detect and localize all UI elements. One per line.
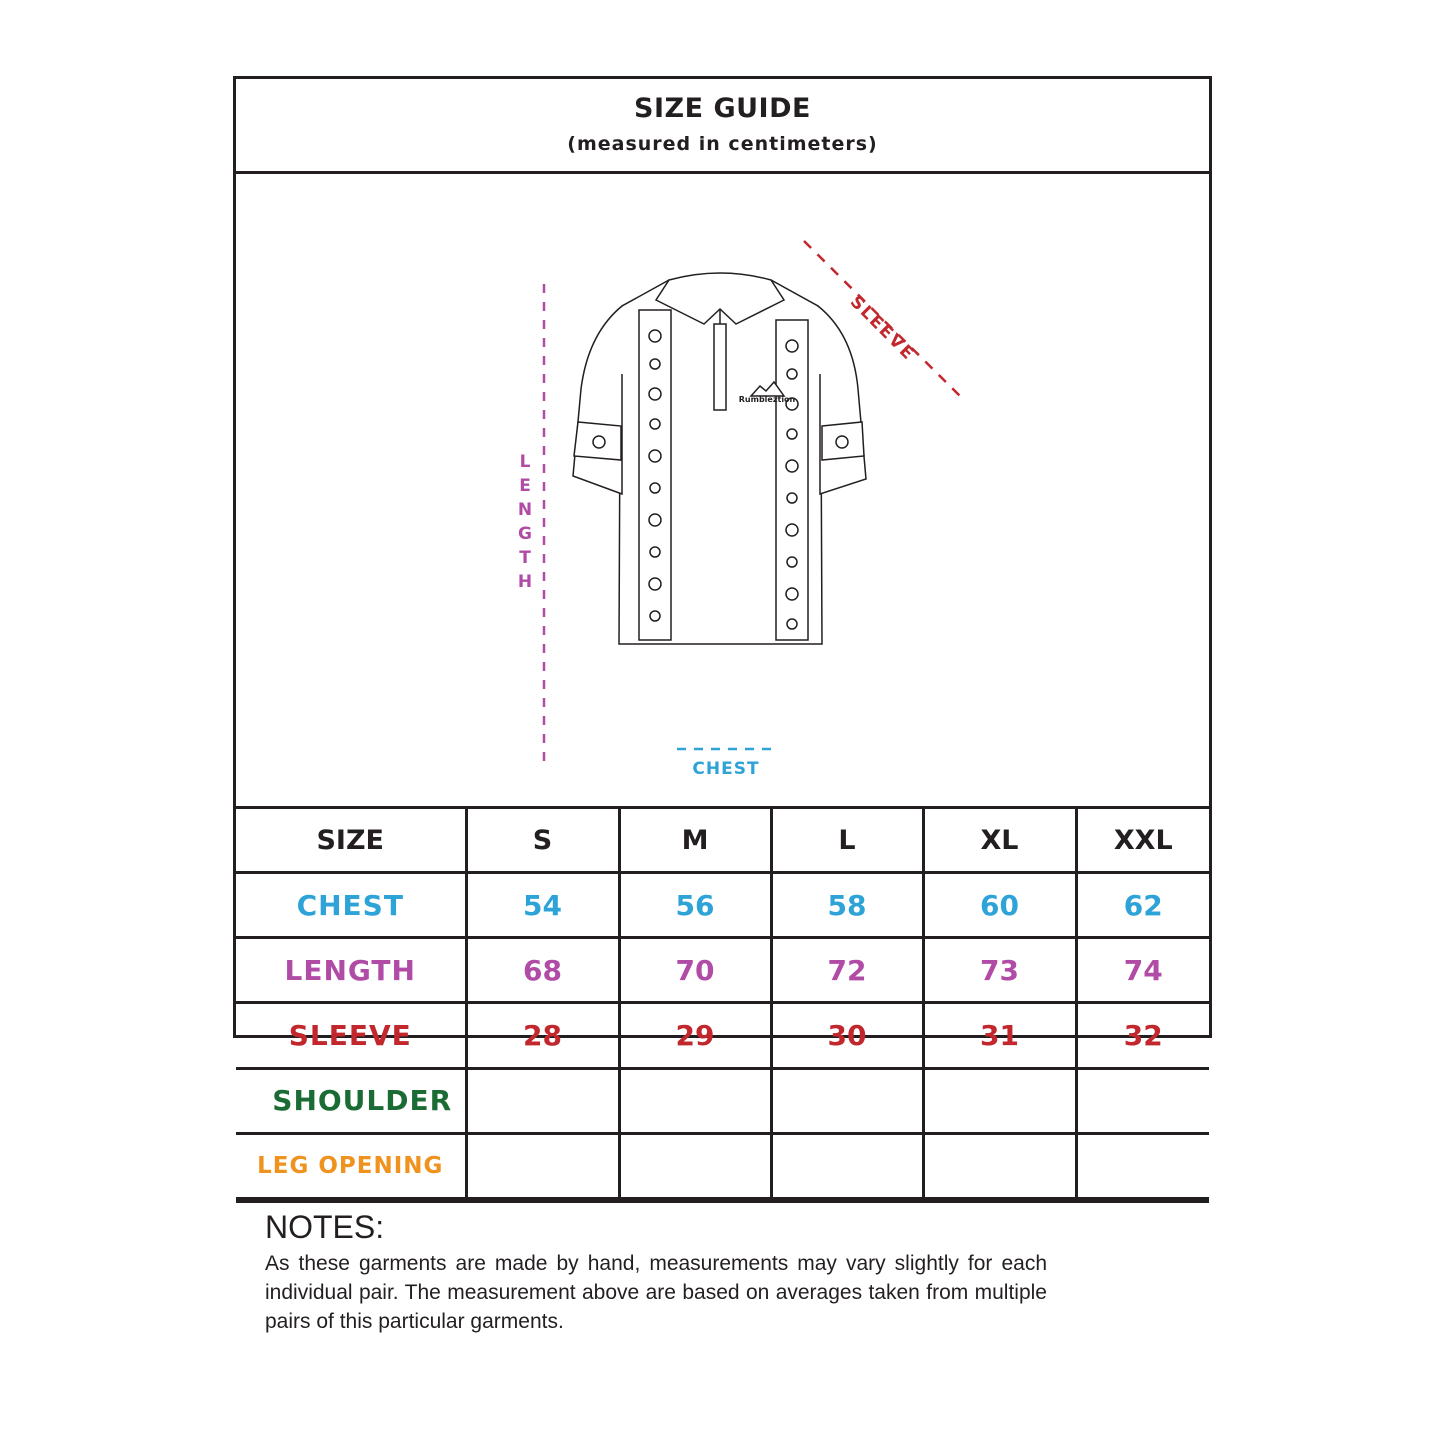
page-title: SIZE GUIDE: [634, 93, 811, 124]
notes-section: [236, 1200, 1209, 1338]
shirt-logo-text: Rumbleztion: [738, 395, 796, 404]
sleeve-measure-label: SLEEVE: [845, 292, 919, 365]
table-cell: 70: [619, 938, 771, 1003]
length-label-letter: N: [517, 500, 533, 520]
table-cell: [771, 1068, 923, 1133]
length-label-letter: T: [519, 548, 531, 568]
shirt-illustration: [236, 174, 1209, 806]
notes-body: As these garments are made by hand, measurements may vary slightly for each individual pair. The measurement above are based on averages taken from multiple pairs of this particular garments.: [265, 1252, 1047, 1333]
table-cell: 72: [771, 938, 923, 1003]
length-label-letter: H: [517, 572, 533, 592]
table-cell: [923, 1133, 1076, 1198]
row-label-leg-opening: LEG OPENING: [236, 1133, 466, 1198]
table-cell: [619, 1133, 771, 1198]
chest-measure-label: CHEST: [692, 759, 760, 779]
size-header-cell: M: [619, 808, 771, 873]
table-cell: 29: [619, 1003, 771, 1068]
row-label-length: LENGTH: [236, 938, 466, 1003]
size-header-cell: S: [466, 808, 619, 873]
table-cell: 30: [771, 1003, 923, 1068]
length-label-letter: G: [518, 524, 532, 544]
table-row: [236, 938, 1209, 1003]
table-cell: 68: [466, 938, 619, 1003]
table-cell: 58: [771, 873, 923, 938]
table-cell: 74: [1076, 938, 1209, 1003]
shirt-outline: [573, 273, 866, 644]
size-header-cell: XL: [923, 808, 1076, 873]
size-header-cell: L: [771, 808, 923, 873]
table-row: [236, 1133, 1209, 1198]
table-cell: [923, 1068, 1076, 1133]
table-cell: 28: [466, 1003, 619, 1068]
table-cell: [619, 1068, 771, 1133]
table-cell: 54: [466, 873, 619, 938]
row-label-chest: CHEST: [236, 873, 466, 938]
table-cell: [1076, 1068, 1209, 1133]
length-label-letter: E: [519, 476, 531, 496]
table-cell: [1076, 1133, 1209, 1198]
size-header-cell: XXL: [1076, 808, 1209, 873]
table-cell: 62: [1076, 873, 1209, 938]
table-cell: 73: [923, 938, 1076, 1003]
table-cell: [771, 1133, 923, 1198]
garment-diagram: [236, 174, 1209, 806]
table-cell: 31: [923, 1003, 1076, 1068]
row-label-shoulder: SHOULDER: [236, 1068, 466, 1133]
table-row: [236, 1068, 1209, 1133]
table-cell: [466, 1068, 619, 1133]
size-guide-card: [233, 76, 1212, 1333]
size-guide-header: [236, 79, 1209, 174]
page-subtitle: (measured in centimeters): [567, 133, 878, 155]
row-label-sleeve: SLEEVE: [236, 1003, 466, 1068]
table-row: [236, 1003, 1209, 1068]
size-header-row: [236, 808, 1209, 873]
size-header-cell: SIZE: [236, 808, 466, 873]
table-cell: 56: [619, 873, 771, 938]
table-row: [236, 873, 1209, 938]
size-table: [236, 806, 1209, 1200]
table-cell: 32: [1076, 1003, 1209, 1068]
table-cell: 60: [923, 873, 1076, 938]
length-label-letter: L: [519, 452, 531, 472]
table-cell: [466, 1133, 619, 1198]
notes-title: NOTES:: [265, 1209, 385, 1245]
